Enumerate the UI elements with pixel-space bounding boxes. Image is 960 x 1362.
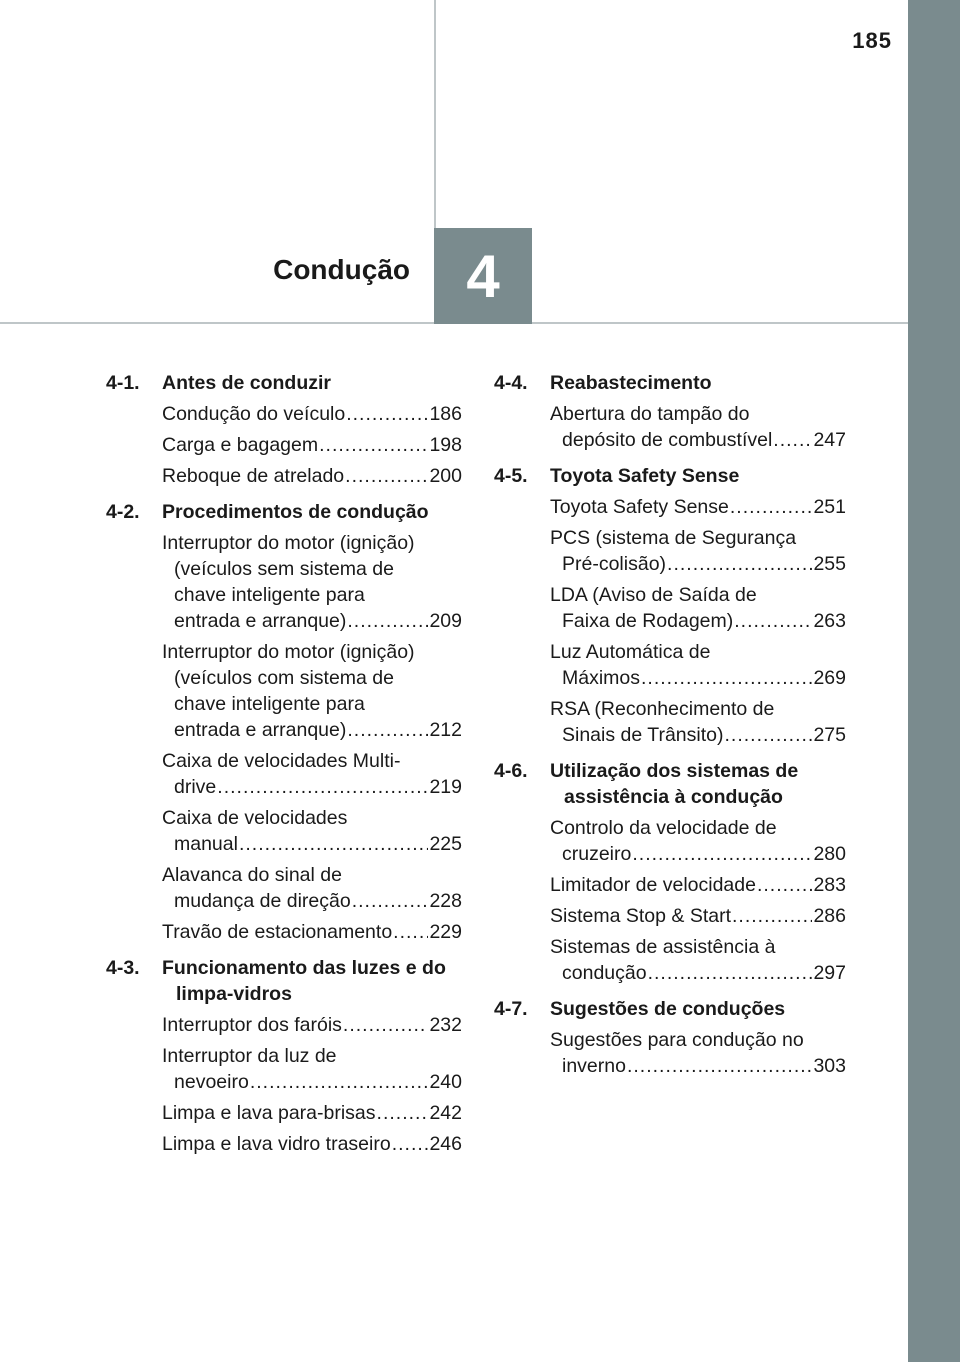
entry-page-number: 246 xyxy=(429,1133,462,1155)
entry-title: Limitador de velocidade xyxy=(550,874,756,896)
dot-leader xyxy=(250,1069,429,1095)
toc-entry[interactable] xyxy=(162,919,462,945)
toc-entry[interactable] xyxy=(162,463,462,489)
entry-text-line: chave inteligente para xyxy=(174,584,365,606)
entry-last-line xyxy=(162,717,462,743)
toc-entry[interactable] xyxy=(162,862,462,914)
toc-section-heading xyxy=(494,758,846,810)
toc-entry[interactable] xyxy=(162,1012,462,1038)
entry-page-number: 286 xyxy=(813,905,846,927)
entry-title: Interruptor dos faróis xyxy=(162,1014,342,1036)
section-title: Sugestões de conduções xyxy=(550,998,786,1020)
chapter-number-box: 4 xyxy=(434,228,532,324)
dot-leader xyxy=(347,717,428,743)
toc-section-heading xyxy=(106,499,462,525)
entry-last-line xyxy=(550,608,846,634)
section-title: Utilização dos sistemas de assistência à condução xyxy=(550,760,799,808)
entry-last-line xyxy=(162,1100,462,1126)
entry-page-number: 200 xyxy=(429,465,462,487)
section-title: Procedimentos de condução xyxy=(162,501,429,523)
toc-entry[interactable] xyxy=(162,530,462,634)
entry-title: entrada e arranque) xyxy=(174,610,347,632)
toc-entry[interactable] xyxy=(550,1027,846,1079)
entry-text-line: Sistemas de assistência à xyxy=(550,936,776,958)
entry-text-line: (veículos sem sistema de xyxy=(174,558,394,580)
entry-title: Sistema Stop & Start xyxy=(550,905,731,927)
entry-page-number: 275 xyxy=(813,724,846,746)
toc-entry[interactable] xyxy=(550,401,846,453)
entry-text-line: chave inteligente para xyxy=(174,693,365,715)
entry-title: Limpa e lava vidro traseiro xyxy=(162,1133,391,1155)
entry-text-line: PCS (sistema de Segurança xyxy=(550,527,797,549)
entry-page-number: 228 xyxy=(429,890,462,912)
entry-last-line xyxy=(550,841,846,867)
entry-page-number: 255 xyxy=(813,553,846,575)
section-title: Funcionamento das luzes e do limpa-vidros xyxy=(162,957,446,1005)
toc-entry[interactable] xyxy=(550,494,846,520)
entry-text-line: Caixa de velocidades Multi- xyxy=(162,750,401,772)
dot-leader xyxy=(627,1053,812,1079)
entry-text-line: RSA (Reconhecimento de xyxy=(550,698,775,720)
entry-page-number: 280 xyxy=(813,843,846,865)
divider-vertical xyxy=(434,0,436,228)
toc-entry[interactable] xyxy=(550,639,846,691)
entry-last-line xyxy=(162,1131,462,1157)
entry-page-number: 186 xyxy=(429,403,462,425)
dot-leader xyxy=(732,903,812,929)
dot-leader xyxy=(345,463,428,489)
entry-last-line xyxy=(162,1069,462,1095)
entry-text-line: LDA (Aviso de Saída de xyxy=(550,584,757,606)
entry-last-line xyxy=(162,608,462,634)
entry-page-number: 219 xyxy=(429,776,462,798)
entry-page-number: 269 xyxy=(813,667,846,689)
entry-text-line: Sugestões para condução no xyxy=(550,1029,804,1051)
entry-title: Condução do veículo xyxy=(162,403,346,425)
entry-title: cruzeiro xyxy=(562,843,632,865)
section-number: 4-6. xyxy=(494,760,528,782)
section-title: Reabastecimento xyxy=(550,372,712,394)
chapter-title: Condução xyxy=(273,254,410,285)
dot-leader xyxy=(667,551,812,577)
toc-section-heading xyxy=(494,463,846,489)
entry-title: condução xyxy=(562,962,647,984)
dot-leader xyxy=(648,960,813,986)
entry-last-line xyxy=(550,960,846,986)
toc-entry[interactable] xyxy=(162,1131,462,1157)
toc-entry[interactable] xyxy=(550,582,846,634)
dot-leader xyxy=(346,401,428,427)
toc-section-heading xyxy=(106,370,462,396)
entry-last-line xyxy=(162,888,462,914)
entry-title: Reboque de atrelado xyxy=(162,465,345,487)
entry-title: Limpa e lava para-brisas xyxy=(162,1102,376,1124)
dot-leader xyxy=(319,432,428,458)
entry-last-line xyxy=(162,401,462,427)
entry-page-number: 225 xyxy=(429,833,462,855)
page-number: 185 xyxy=(852,28,892,53)
entry-title: Carga e bagagem xyxy=(162,434,319,456)
entry-last-line xyxy=(550,427,846,453)
entry-title: Sinais de Trânsito) xyxy=(562,724,724,746)
toc-section-heading xyxy=(494,996,846,1022)
entry-text-line: Controlo da velocidade de xyxy=(550,817,777,839)
dot-leader xyxy=(352,888,429,914)
toc-entry[interactable] xyxy=(550,525,846,577)
entry-last-line xyxy=(162,774,462,800)
entry-page-number: 232 xyxy=(429,1014,462,1036)
dot-leader xyxy=(632,841,812,867)
toc-entry[interactable] xyxy=(162,639,462,743)
toc-entry[interactable] xyxy=(162,401,462,427)
entry-last-line xyxy=(162,831,462,857)
entry-text-line: (veículos com sistema de xyxy=(174,667,394,689)
entry-text-line: Alavanca do sinal de xyxy=(162,864,342,886)
entry-last-line xyxy=(550,494,846,520)
entry-title: Toyota Safety Sense xyxy=(550,496,729,518)
entry-page-number: 209 xyxy=(429,610,462,632)
dot-leader xyxy=(773,427,812,453)
toc-section-heading xyxy=(494,370,846,396)
dot-leader xyxy=(730,494,813,520)
toc-entry[interactable] xyxy=(162,432,462,458)
entry-text-line: Abertura do tampão do xyxy=(550,403,750,425)
entry-text-line: Interruptor da luz de xyxy=(162,1045,337,1067)
entry-last-line xyxy=(550,722,846,748)
entry-title: inverno xyxy=(562,1055,626,1077)
entry-page-number: 283 xyxy=(813,874,846,896)
entry-page-number: 229 xyxy=(429,921,462,943)
side-tab-bar xyxy=(908,0,960,1362)
entry-page-number: 303 xyxy=(813,1055,846,1077)
entry-page-number: 242 xyxy=(429,1102,462,1124)
entry-title: Travão de estacionamento xyxy=(162,921,393,943)
entry-last-line xyxy=(550,551,846,577)
toc-entry[interactable] xyxy=(162,1100,462,1126)
dot-leader xyxy=(343,1012,429,1038)
entry-last-line xyxy=(550,665,846,691)
entry-last-line xyxy=(550,903,846,929)
toc-entry[interactable] xyxy=(162,1043,462,1095)
dot-leader xyxy=(347,608,428,634)
entry-text-line: Interruptor do motor (ignição) xyxy=(162,532,415,554)
toc-right-column xyxy=(494,370,846,1079)
dot-leader xyxy=(377,1100,429,1126)
dot-leader xyxy=(392,1131,429,1157)
toc-entry[interactable] xyxy=(550,815,846,867)
entry-last-line xyxy=(162,463,462,489)
entry-text-line: Luz Automática de xyxy=(550,641,711,663)
entry-last-line xyxy=(162,432,462,458)
dot-leader xyxy=(757,872,812,898)
dot-leader xyxy=(217,774,428,800)
entry-last-line xyxy=(162,1012,462,1038)
section-number: 4-3. xyxy=(106,957,140,979)
toc-section-heading xyxy=(106,955,462,1007)
entry-title: entrada e arranque) xyxy=(174,719,347,741)
dot-leader xyxy=(734,608,812,634)
entry-page-number: 263 xyxy=(813,610,846,632)
dot-leader xyxy=(641,665,812,691)
entry-page-number: 198 xyxy=(429,434,462,456)
toc-entry[interactable] xyxy=(550,872,846,898)
entry-text-line: Interruptor do motor (ignição) xyxy=(162,641,415,663)
entry-page-number: 251 xyxy=(813,496,846,518)
entry-page-number: 247 xyxy=(813,429,846,451)
section-number: 4-1. xyxy=(106,372,140,394)
entry-page-number: 240 xyxy=(429,1071,462,1093)
entry-title: Máximos xyxy=(562,667,641,689)
entry-last-line xyxy=(550,872,846,898)
section-number: 4-4. xyxy=(494,372,528,394)
toc-entry[interactable] xyxy=(162,805,462,857)
toc-entry[interactable] xyxy=(550,696,846,748)
entry-title: nevoeiro xyxy=(174,1071,249,1093)
entry-title: mudança de direção xyxy=(174,890,351,912)
entry-page-number: 297 xyxy=(813,962,846,984)
entry-title: Pré-colisão) xyxy=(562,553,667,575)
toc-entry[interactable] xyxy=(550,903,846,929)
dot-leader xyxy=(239,831,428,857)
section-title: Antes de conduzir xyxy=(162,372,332,394)
entry-title: Faixa de Rodagem) xyxy=(562,610,734,632)
entry-title: manual xyxy=(174,833,238,855)
entry-page-number: 212 xyxy=(429,719,462,741)
dot-leader xyxy=(725,722,813,748)
section-number: 4-2. xyxy=(106,501,140,523)
toc-left-column xyxy=(106,370,462,1157)
section-title: Toyota Safety Sense xyxy=(550,465,740,487)
entry-title: drive xyxy=(174,776,217,798)
toc-entry[interactable] xyxy=(550,934,846,986)
entry-text-line: Caixa de velocidades xyxy=(162,807,348,829)
section-number: 4-7. xyxy=(494,998,528,1020)
section-number: 4-5. xyxy=(494,465,528,487)
entry-title: depósito de combustível xyxy=(562,429,773,451)
entry-last-line xyxy=(162,919,462,945)
dot-leader xyxy=(393,919,428,945)
entry-last-line xyxy=(550,1053,846,1079)
toc-entry[interactable] xyxy=(162,748,462,800)
